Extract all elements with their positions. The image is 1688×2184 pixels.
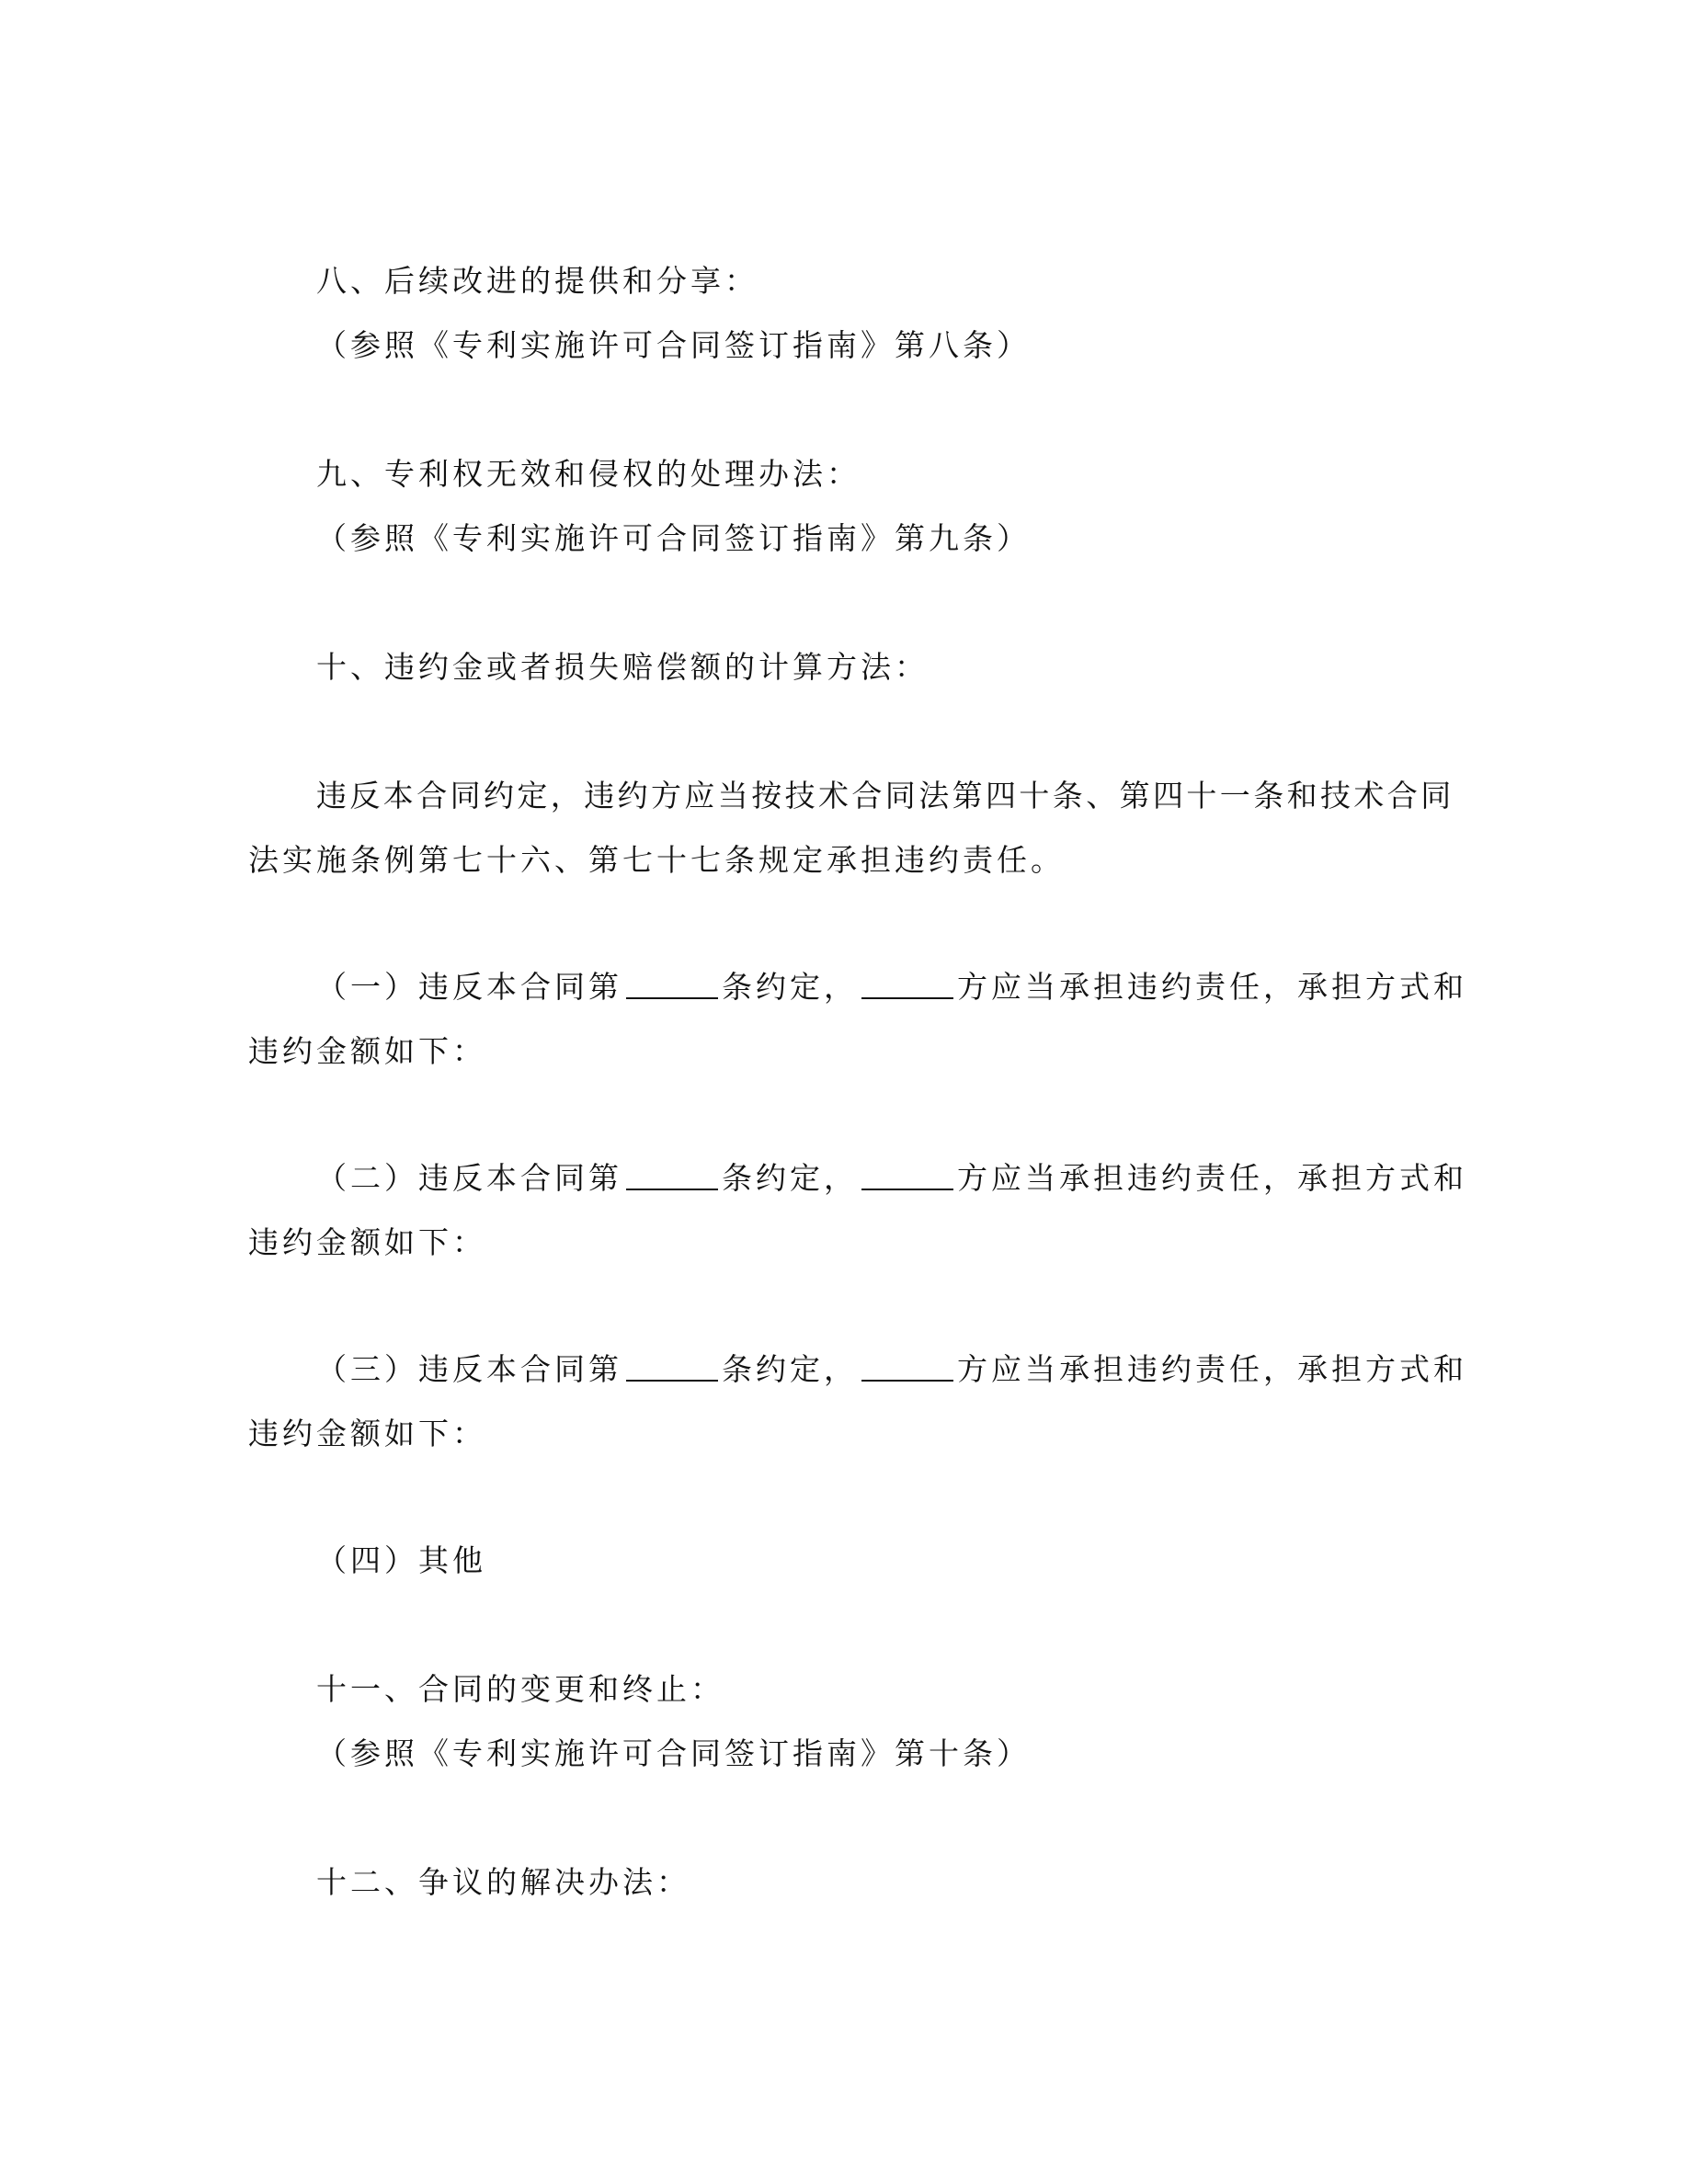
section-10-paragraph-line-2: 法实施条例第七十六、第七十七条规定承担违约责任。 bbox=[248, 842, 1065, 878]
section-8-heading: 八、后续改进的提供和分享： bbox=[316, 263, 758, 299]
violation-item-other: （四）其他 bbox=[316, 1542, 486, 1578]
section-10-heading: 十、违约金或者损失赔偿额的计算方法： bbox=[316, 649, 929, 685]
violation-item-2-continuation: 违约金额如下： bbox=[248, 1224, 486, 1260]
violation-item-3-middle: 条约定， bbox=[722, 1351, 858, 1387]
violation-item-1-middle: 条约定， bbox=[722, 969, 858, 1005]
violation-item-1-prefix: （一）违反本合同第 bbox=[316, 969, 622, 1005]
violation-item-3-continuation: 违约金额如下： bbox=[248, 1416, 486, 1451]
section-12-heading: 十二、争议的解决办法： bbox=[316, 1864, 690, 1900]
section-11-note: （参照《专利实施许可合同签订指南》第十条） bbox=[316, 1735, 1031, 1771]
violation-item-3-suffix: 方应当承担违约责任，承担方式和 bbox=[957, 1351, 1467, 1387]
violation-item-1-suffix: 方应当承担违约责任，承担方式和 bbox=[957, 969, 1467, 1005]
violation-item-2-prefix: （二）违反本合同第 bbox=[316, 1160, 622, 1196]
section-10-paragraph-line-1: 违反本合同约定，违约方应当按技术合同法第四十条、第四十一条和技术合同 bbox=[316, 778, 1454, 813]
violation-item-1 bbox=[316, 969, 1467, 1006]
violation-item-2-suffix: 方应当承担违约责任，承担方式和 bbox=[957, 1160, 1467, 1196]
violation-item-3 bbox=[316, 1351, 1467, 1388]
violation-item-1-continuation: 违约金额如下： bbox=[248, 1033, 486, 1069]
violation-item-2 bbox=[316, 1160, 1467, 1197]
party-blank[interactable] bbox=[861, 970, 953, 999]
party-blank[interactable] bbox=[861, 1352, 953, 1382]
article-number-blank[interactable] bbox=[626, 1161, 718, 1190]
section-9-heading: 九、专利权无效和侵权的处理办法： bbox=[316, 456, 861, 492]
article-number-blank[interactable] bbox=[626, 1352, 718, 1382]
violation-item-2-middle: 条约定， bbox=[722, 1160, 858, 1196]
section-8-note: （参照《专利实施许可合同签订指南》第八条） bbox=[316, 327, 1031, 363]
section-9-note: （参照《专利实施许可合同签订指南》第九条） bbox=[316, 520, 1031, 556]
section-11-heading: 十一、合同的变更和终止： bbox=[316, 1671, 724, 1707]
party-blank[interactable] bbox=[861, 1161, 953, 1190]
article-number-blank[interactable] bbox=[626, 970, 718, 999]
violation-item-3-prefix: （三）违反本合同第 bbox=[316, 1351, 622, 1387]
